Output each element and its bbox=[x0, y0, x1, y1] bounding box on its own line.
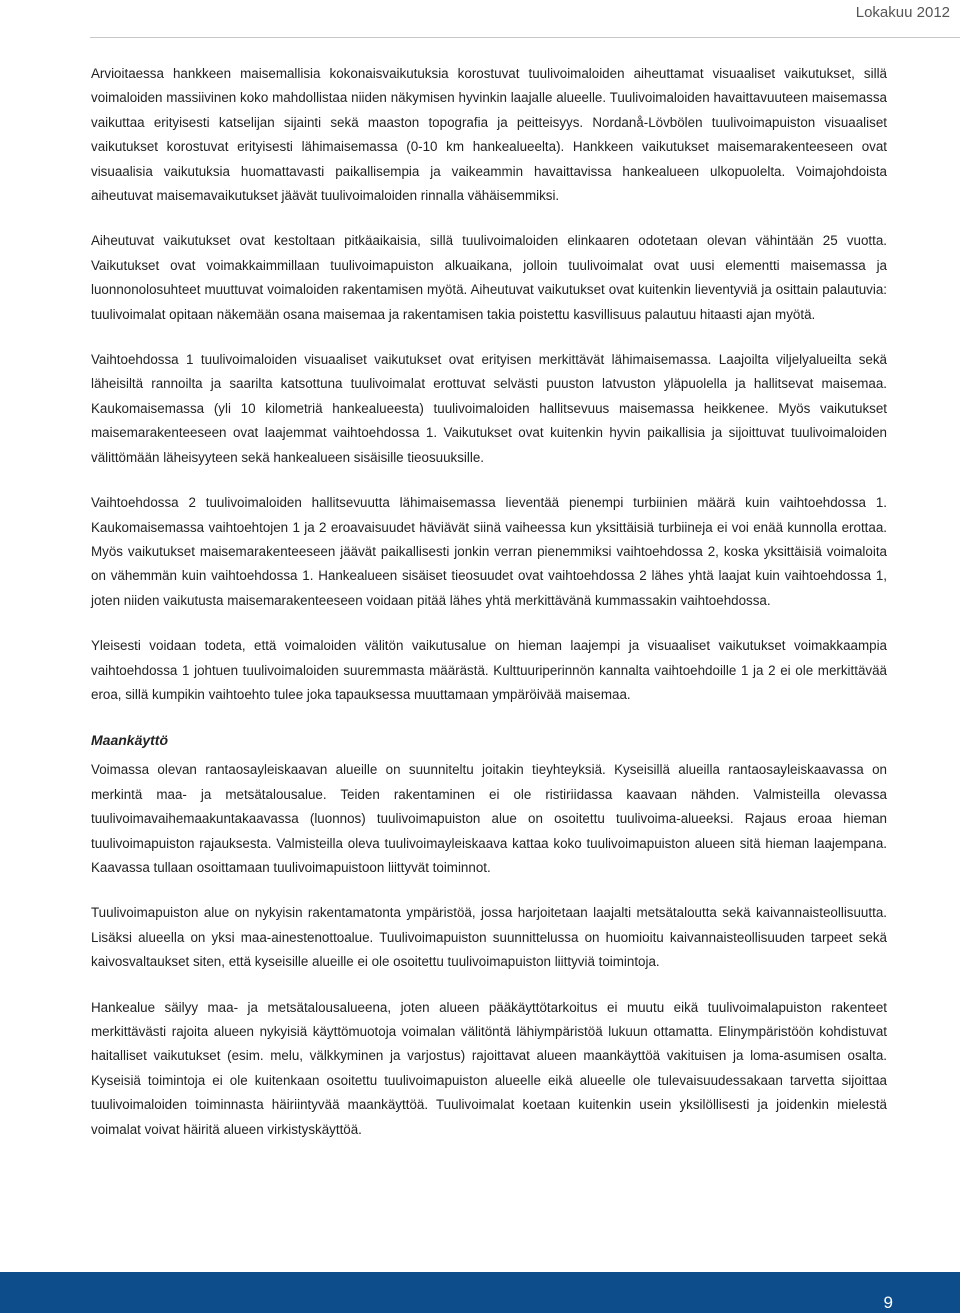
paragraph-duration: Aiheutuvat vaikutukset ovat kestoltaan pitkäaikaisia, sillä tuulivoimaloiden elinkaaren odotetaan olevan vähintään 25 vuotta. Vaikutukset ovat voimakkaimmillaan tuulivoimapuiston alkuaikana, jolloin tuulivoimalat ovat uusi elementti maisemassa ja luonnonolosuhteet muuttuvat voimaloiden rakentamisen myötä. Aiheutuvat vaikutukset ovat kuitenkin lieventyviä ja osittain palautuvia: tuulivoimalat opitaan näkemään osana maisemaa ja rakentamisen takia poistettu kasvillisuus palautuu hitaasti ajan myötä. bbox=[91, 233, 887, 322]
paragraph-landscape-overview: Arvioitaessa hankkeen maisemallisia kokonaisvaikutuksia korostuvat tuulivoimaloiden aiheuttamat visuaaliset vaikutukset, sillä voimaloiden massiivinen koko mahdollistaa niiden näkymisen hyvinkin laajalle alueelle. Tuulivoimaloiden havaittavuuteen maisemassa vaikuttaa erityisesti katselijan sijainti sekä maaston topografia ja peitteisyys. Nordanå-Lövbölen tuulivoimapuiston visuaaliset vaikutukset korostuvat erityisesti lähimaisemassa (0-10 km hankealueelta). Hankkeen vaikutukset maisemarakenteeseen ovat visuaalisia vaikutuksia huomattavasti paikallisempia ja vaikeammin havaittavissa hankealueen ulkopuolelta. Voimajohdoista aiheutuvat maisemavaikutukset jäävät tuulivoimaloiden rinnalla vähäisemmiksi. bbox=[91, 66, 887, 204]
paragraph-land-use-impacts: Hankealue säilyy maa- ja metsätalousalueena, joten alueen pääkäyttötarkoitus ei muutu eikä tuulivoimalapuiston rakenteet merkittävästi rajoita alueen nykyisiä käyttömuotoja voimalan välitöntä lähiympäristöä lukuun ottamatta. Elinympäristöön kohdistuvat haitalliset vaikutukset (esim. melu, välkkyminen ja varjostus) rajoittavat alueen maankäyttöä vakituisen ja loma-asumisen osalta. Kyseisiä toimintoja ei ole kuitenkaan osoitettu tuulivoimapuiston alueelle eikä alueelle ole tulevaisuudessakaan tarvetta sijoittaa tuulivoimaloiden toiminnasta häiriintyvää maankäyttöä. Tuulivoimalat koetaan kuitenkin usein yksilöllisesti ja joidenkin mielestä voimalat voivat häiritä alueen virkistyskäyttöä. bbox=[91, 999, 887, 1137]
header-divider bbox=[90, 37, 960, 38]
paragraph-land-use-plans: Voimassa olevan rantaosayleiskaavan alueille on suunniteltu joitakin tieyhteyksiä. Kyseisillä alueilla rantaosayleiskaavassa on merkintä maa- ja metsätalousalue. Teiden rakentaminen ei ole ristiriidassa kaavaan nähden. Valmisteilla olevassa tuulivoimavaihemaakuntakaavassa (luonnos) tuulivoimapuiston alue on osoitettu tuulivoima-alueeksi. Rajaus eroaa hieman tuulivoimapuiston rajauksesta. Valmisteilla oleva tuulivoimayleiskaava kattaa koko tuulivoimapuiston alueen sitä hieman laajempana. Kaavassa tullaan osoittamaan tuulivoimapuistoon liittyvät toiminnot. bbox=[91, 762, 887, 875]
section-heading-land-use: Maankäyttö bbox=[91, 732, 169, 749]
paragraph-alternative-2: Vaihtoehdossa 2 tuulivoimaloiden hallitsevuutta lähimaisemassa lieventää pienempi turbiinien määrä kuin vaihtoehdossa 1. Kaukomaisemassa vaihtoehtojen 1 ja 2 eroavaisuudet häviävät siinä vaiheessa kun yksittäisiä turbiineja ei voi enää kunnolla erottaa. Myös vaikutukset maisemarakenteeseen jäävät paikallisesti jonkin verran pienemmiksi vaihtoehdossa 2, koska yksittäisiä voimaloita on vähemmän kuin vaihtoehdossa 1. Hankealueen sisäiset tieosuudet ovat vaihtoehdossa 2 lähes yhtä laajat kuin vaihtoehdossa 1, joten niiden vaikutusta maisemarakenteeseen voidaan pitää lähes yhtä merkittävänä kummassakin vaihtoehdossa. bbox=[91, 495, 887, 608]
paragraph-comparison: Yleisesti voidaan todeta, että voimaloiden välitön vaikutusalue on hieman laajempi ja visuaaliset vaikutukset voimakkaampia vaihtoehdossa 1 johtuen tuulivoimaloiden suuremmasta määrästä. Kulttuuriperinnön kannalta vaihtoehdoille 1 ja 2 ei ole merkittävää eroa, sillä kumpikin vaihtoehto tulee joka tapauksessa muuttamaan ympäröivää maisemaa. bbox=[91, 638, 887, 702]
page-number: 9 bbox=[883, 1293, 893, 1312]
footer-bar bbox=[0, 1272, 960, 1313]
paragraph-alternative-1: Vaihtoehdossa 1 tuulivoimaloiden visuaaliset vaikutukset ovat erityisen merkittävät lähimaisemassa. Laajoilta viljelyalueilta sekä läheisiltä rannoilta ja saarilta katsottuna tuulivoimalat erottuvat selvästi puuston latvuston yläpuolella ja hallitsevat maisemaa. Kaukomaisemassa (yli 10 kilometriä hankealueesta) tuulivoimaloiden hallitsevuus maisemassa heikkenee. Myös vaikutukset maisemarakenteeseen ovat laajemmat vaihtoehdossa 1. Vaikutukset ovat kuitenkin hyvin paikallisia ja sijoittuvat tuulivoimaloiden välittömään läheisyyteen sekä hankealueen sisäisille tieosuuksille. bbox=[91, 352, 887, 465]
document-body bbox=[91, 62, 887, 1163]
header-date: Lokakuu 2012 bbox=[855, 4, 950, 21]
paragraph-land-use-current: Tuulivoimapuiston alue on nykyisin rakentamatonta ympäristöä, jossa harjoitetaan laajalti metsätaloutta sekä kaivannaisteollisuutta. Lisäksi alueella on yksi maa-ainestenottoalue. Tuulivoimapuiston suunnittelussa on huomioitu kaivannaisteollisuuden tarpeet sekä kaivosvaltaukset siten, että kyseisille alueille ei ole osoitettu tuulivoimapuiston liittyviä toimintoja. bbox=[91, 905, 887, 970]
